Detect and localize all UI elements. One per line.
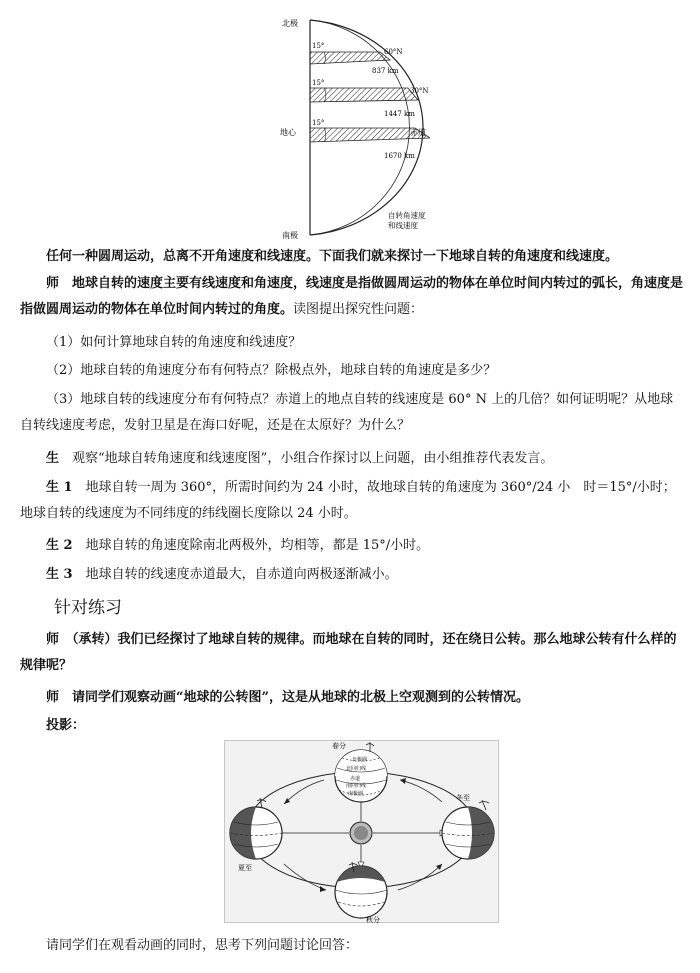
summer-label: 夏至 (238, 864, 252, 872)
north-pole-label: 北极 (282, 19, 298, 28)
earth-autumn (335, 866, 387, 918)
student-3-paragraph: 生 3 地球自转的线速度赤道最大，自赤道向两极逐渐减小。 (46, 567, 398, 582)
caption-line1: 自转角速度 (388, 211, 426, 220)
autumn-label: 秋分 (366, 916, 380, 923)
earth-spring (335, 750, 387, 802)
spring-label: 春分 (332, 742, 346, 750)
final-instruction: 请同学们在观看动画的同时，思考下列问题讨论回答： (46, 938, 359, 953)
svg-text:北回归线: 北回归线 (346, 766, 367, 772)
angle-30-label: 15° (312, 79, 325, 87)
lat-60-label: 60°N (384, 48, 403, 56)
svg-text:赤道: 赤道 (350, 776, 361, 782)
south-pole-label: 南极 (282, 231, 298, 240)
equator-label: 赤道 (410, 128, 426, 137)
angle-0-label: 15° (312, 119, 325, 127)
section-heading: 针对练习 (54, 598, 122, 618)
question-3: （3）地球自转的线速度分布有何特点？赤道上的地点自转的线速度是 60° N 上的几倍？如何证明呢？从地球自转线速度考虑，发射卫星是在海口好呢，还是在太原好？为什么？ (20, 392, 674, 433)
angle-60-label: 15° (312, 42, 325, 50)
speed-0-label: 1670 km (384, 152, 415, 160)
question-1: （1）如何计算地球自转的角速度和线速度？ (46, 335, 302, 350)
rotation-speed-figure (280, 10, 430, 242)
earth-summer (230, 807, 282, 859)
teacher-animation: 师 请同学们观察动画“地球的公转图”，这是从地球的北极上空观测到的公转情况。 (46, 690, 529, 705)
teacher-paragraph-1: 师 地球自转的速度主要有线速度和角速度，线速度是指做圆周运动的物体在单位时间内转过的弧长，角速度是指做圆周运动的物体在单位时间内转过的角度。读图提出探究性问题： (20, 276, 684, 317)
teacher-transition: 师 （承转）我们已经探讨了地球自转的规律。而地球在自转的同时，还在绕日公转。那么地球公转有什么样的规律呢？ (20, 632, 677, 673)
earth-winter (442, 807, 494, 859)
svg-text:南极圈: 南极圈 (348, 791, 364, 797)
projection-label: 投影： (46, 718, 86, 733)
student-2-paragraph: 生 2 地球自转的角速度除南北两极外，均相等，都是 15°/小时。 (46, 538, 430, 553)
caption-line2: 和线速度 (388, 221, 418, 230)
svg-text:北极圈: 北极圈 (352, 757, 368, 763)
band-60n (310, 52, 390, 64)
svg-text:南回归线: 南回归线 (346, 783, 367, 789)
student-1-paragraph: 生 1 地球自转一周为 360°，所需时间约为 24 小时，故地球自转的角速度为 360°/24 小 时＝15°/小时；地球自转的线速度为不同纬度的纬线圈长度除以 24 小时。 (20, 480, 676, 521)
winter-label: 冬至 (456, 794, 470, 802)
intro-paragraph: 任何一种圆周运动，总离不开角速度和线速度。下面我们就来探讨一下地球自转的角速度和线速度。 (46, 249, 619, 264)
speed-60-label: 837 km (372, 67, 399, 75)
revolution-figure (224, 740, 499, 923)
speed-30-label: 1447 km (384, 110, 415, 118)
question-2: （2）地球自转的角速度分布有何特点？除极点外，地球自转的角速度是多少？ (46, 363, 497, 378)
student-paragraph: 生 观察“地球自转角速度和线速度图”，小组合作探讨以上问题，由小组推荐代表发言。 (46, 451, 554, 466)
center-label: 地心 (280, 128, 296, 137)
lat-30-label: 30°N (410, 87, 429, 95)
